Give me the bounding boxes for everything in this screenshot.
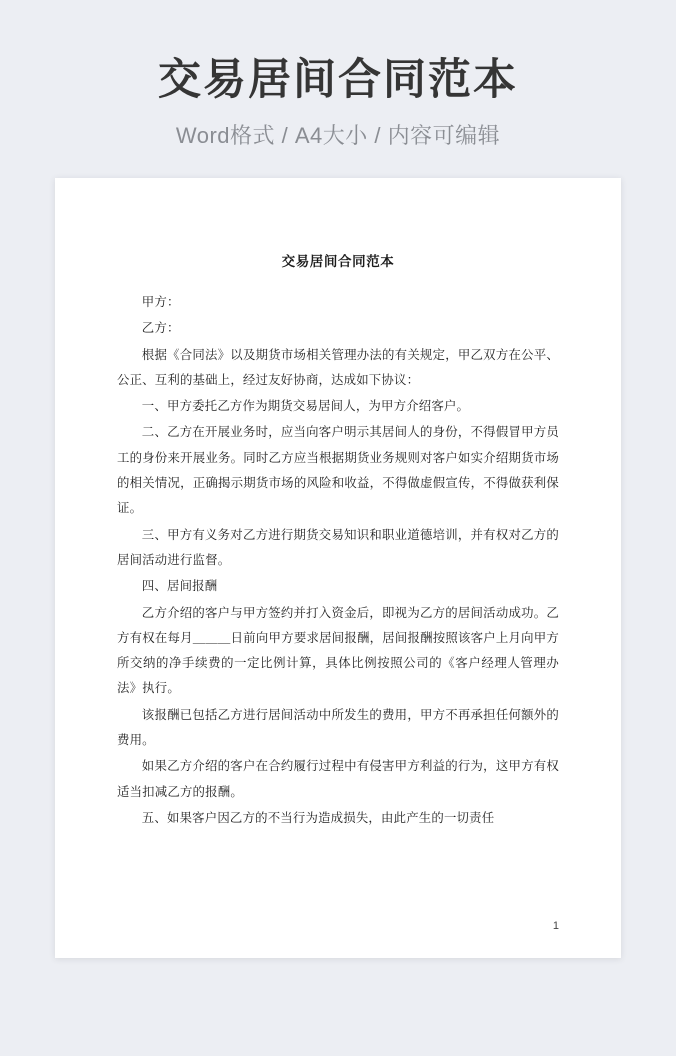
paragraph: 二、乙方在开展业务时，应当向客户明示其居间人的身份，不得假冒甲方员工的身份来开展业务。同时乙方应当根据期货业务规则对客户如实介绍期货市场的相关情况，正确揭示期货市场的风险和收益，不得做虚假宣传，不得做获利保证。: [117, 425, 559, 516]
paragraph: 三、甲方有义务对乙方进行期货交易知识和职业道德培训，并有权对乙方的居间活动进行监督。: [117, 527, 559, 567]
page-title: 交易居间合同范本: [158, 56, 518, 104]
paragraph: 四、居间报酬: [141, 579, 218, 594]
paragraph: 甲方：: [141, 295, 180, 309]
page-subtitle: Word格式 / A4大小 / 内容可编辑: [175, 123, 501, 149]
paragraph: 根据《合同法》以及期货市场相关管理办法的有关规定，甲乙双方在公平、公正、互利的基础上，经过友好协商，达成如下协议：: [117, 347, 559, 387]
paragraph: 如果乙方介绍的客户在合约履行过程中有侵害甲方利益的行为，这甲方有权适当扣减乙方的报酬。: [117, 759, 559, 799]
paragraph: 乙方介绍的客户与甲方签约并打入资金后，即视为乙方的居间活动成功。乙方有权在每月＿＿＿日前向甲方要求居间报酬，居间报酬按照该客户上月向甲方所交纳的净手续费的一定比例计算，具体比例按照公司的《客户经理人管理办法》执行。: [117, 605, 559, 696]
paragraph: 该报酬已包括乙方进行居间活动中所发生的费用，甲方不再承担任何额外的费用。: [117, 707, 559, 748]
document-body: [55, 178, 621, 958]
paragraph: 乙方：: [141, 321, 180, 336]
paragraph: 一、甲方委托乙方作为期货交易居间人，为甲方介绍客户。: [141, 399, 470, 414]
page-number: 1: [552, 920, 559, 932]
cover-header: [0, 0, 676, 150]
paragraph: 五、如果客户因乙方的不当行为造成损失，由此产生的一切责任: [141, 810, 495, 825]
document-title: 交易居间合同范本: [281, 254, 395, 269]
document-preview: [55, 178, 621, 958]
